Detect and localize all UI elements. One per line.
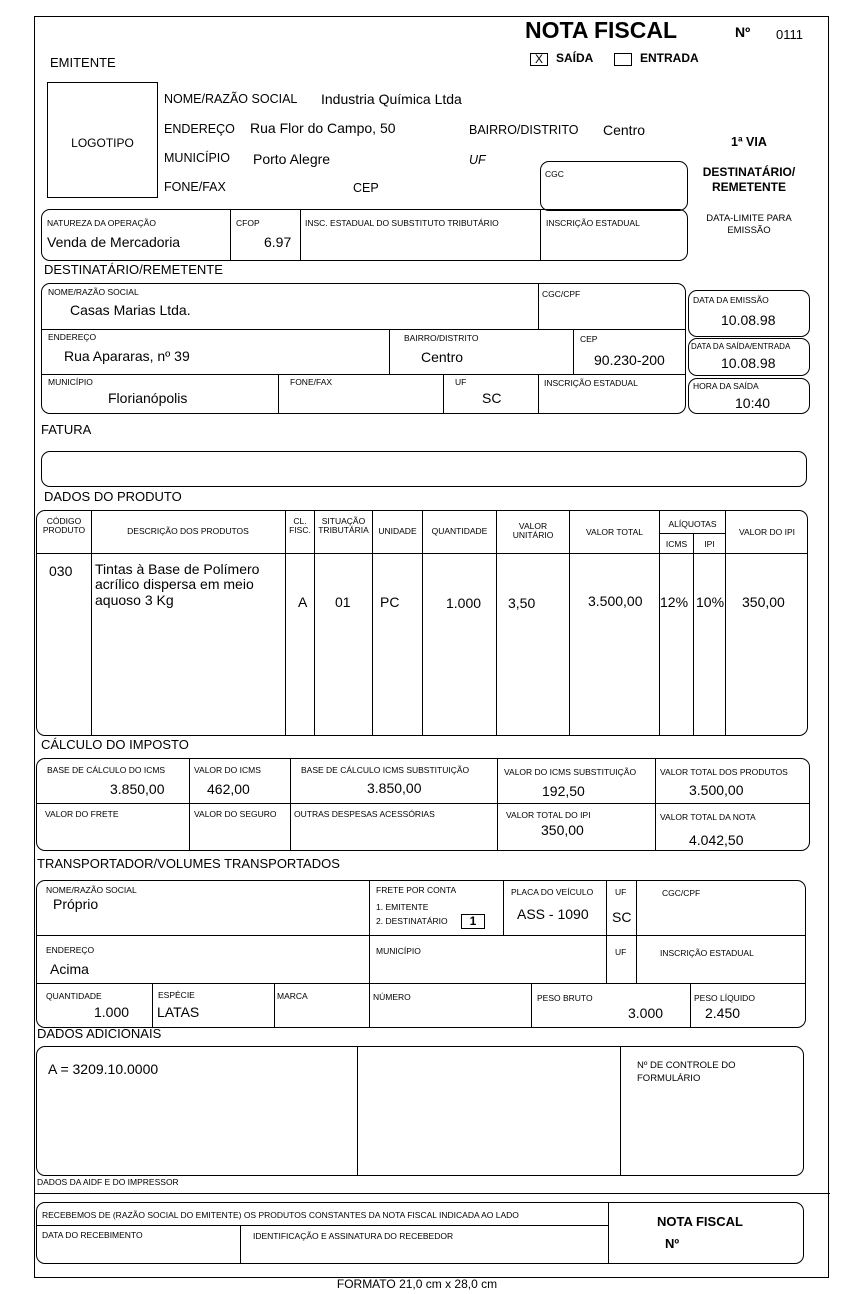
canhoto-vline-1 [240, 1225, 241, 1263]
base-subst: 3.850,00 [367, 780, 422, 796]
item-icms: 12% [660, 594, 689, 610]
valor-subst-label: VALOR DO ICMS SUBSTITUIÇÃO [504, 767, 637, 777]
h-sit: SITUAÇÃO TRIBUTÁRIA [318, 516, 369, 536]
dest-bairro: Centro [421, 349, 464, 365]
h-qtd: QUANTIDADE [431, 526, 488, 536]
transp-vline-especie [152, 983, 153, 1027]
emitente-uf-label: UF [469, 153, 486, 167]
h-ipi: IPI [704, 539, 715, 549]
adic-vline-2 [620, 1047, 621, 1175]
dest-fone-label: FONE/FAX [290, 377, 333, 387]
transp-vline-marca [274, 983, 275, 1027]
item-vipi: 350,00 [742, 594, 785, 610]
form-title: NOTA FISCAL [525, 17, 678, 43]
peso-bruto-label: PESO BRUTO [537, 993, 593, 1003]
canhoto-vline-2 [608, 1203, 609, 1263]
logotipo-label: LOGOTIPO [71, 136, 134, 150]
transporte-section-label: TRANSPORTADOR/VOLUMES TRANSPORTADOS [37, 856, 340, 871]
base-subst-label: BASE DE CÁLCULO ICMS SUBSTITUIÇÃO [301, 765, 470, 775]
valor-icms-label: VALOR DO ICMS [194, 765, 261, 775]
dest-endereco: Rua Apararas, nº 39 [64, 348, 190, 364]
fatura-section-label: FATURA [41, 422, 92, 437]
transp-municipio-label: MUNICÍPIO [376, 946, 421, 956]
h-aliquotas: ALÍQUOTAS [668, 519, 717, 529]
marca-label: MARCA [277, 991, 308, 1001]
transp-vline-numero [369, 983, 370, 1027]
transp-uf2-label: UF [615, 947, 627, 957]
natureza-divider-2 [300, 210, 301, 260]
emitente-bairro-label: BAIRRO/DISTRITO [469, 123, 579, 137]
aliquotas-sub-line [659, 533, 725, 534]
frete-opcao-1: 1. EMITENTE [376, 902, 429, 912]
identificacao-label: IDENTIFICAÇÃO E ASSINATURA DO RECEBEDOR [253, 1231, 454, 1241]
frete-conta-label: FRETE POR CONTA [376, 885, 457, 895]
cfop-label: CFOP [236, 218, 260, 228]
valor-icms: 462,00 [207, 781, 250, 797]
transp-endereco-label: ENDEREÇO [46, 945, 95, 955]
cfop-value: 6.97 [264, 234, 292, 250]
transp-qtd-label: QUANTIDADE [46, 991, 102, 1001]
col-line-1 [91, 511, 92, 735]
item-unidade: PC [380, 594, 400, 610]
transp-qtd: 1.000 [94, 1004, 130, 1020]
peso-bruto: 3.000 [628, 1005, 664, 1021]
controle-formulario-label: Nº DE CONTROLE DO FORMULÁRIO [637, 1060, 736, 1085]
transp-cgc-label: CGC/CPF [662, 888, 701, 898]
transp-vline-placa [503, 881, 504, 935]
especie-value: LATAS [157, 1004, 200, 1020]
item-cl: A [298, 594, 308, 610]
total-nota-label: VALOR TOTAL DA NOTA [660, 812, 756, 822]
natureza-divider-3 [540, 210, 541, 260]
placa-value: ASS - 1090 [517, 906, 589, 922]
dest-nome: Casas Marias Ltda. [70, 302, 191, 318]
valor-subst: 192,50 [542, 783, 585, 799]
dest-uf: SC [482, 390, 502, 406]
dest-bairro-label: BAIRRO/DISTRITO [404, 333, 479, 343]
canhoto-hline [37, 1225, 608, 1226]
insc-subst-label: INSC. ESTADUAL DO SUBSTITUTO TRIBUTÁRIO [305, 218, 499, 228]
base-icms-label: BASE DE CÁLCULO DO ICMS [47, 765, 166, 775]
recebemos-text: RECEBEMOS DE (RAZÃO SOCIAL DO EMITENTE) OS PRODUTOS CONSTANTES DA NOTA FISCAL INDICADA AO LADO [42, 1210, 519, 1220]
produtos-section-label: DADOS DO PRODUTO [44, 489, 182, 504]
h-vipi: VALOR DO IPI [738, 527, 796, 537]
dest-vline-uf [443, 374, 444, 414]
h-vunit: VALOR UNITÁRIO [512, 521, 554, 541]
dest-vline-bairro [389, 329, 390, 374]
item-vtotal: 3.500,00 [588, 593, 643, 609]
via-label: 1ª VIA [731, 135, 767, 149]
emitente-bairro: Centro [603, 122, 646, 138]
emitente-nome-label: NOME/RAZÃO SOCIAL [164, 92, 298, 106]
placa-label: PLACA DO VEÍCULO [511, 887, 594, 897]
h-icms: ICMS [665, 539, 688, 549]
total-produtos-label: VALOR TOTAL DOS PRODUTOS [660, 767, 788, 777]
formato-footer: FORMATO 21,0 cm x 28,0 cm [336, 1277, 498, 1291]
emitente-cep-label: CEP [353, 181, 379, 195]
frete-opcao-2: 2. DESTINATÁRIO [376, 916, 448, 926]
transp-numero-label: NÚMERO [373, 992, 411, 1002]
dest-vline-insc [538, 374, 539, 414]
dest-insc-label: INSCRIÇÃO ESTADUAL [544, 378, 638, 388]
imp-vline-1 [189, 759, 190, 850]
imposto-hline [37, 803, 809, 804]
col-line-2 [285, 511, 286, 735]
dest-cep-label: CEP [580, 334, 598, 344]
destinatario-section-label: DESTINATÁRIO/REMETENTE [44, 262, 223, 277]
transp-uf: SC [612, 909, 632, 925]
col-line-3 [314, 511, 315, 735]
dest-municipio-label: MUNICÍPIO [48, 377, 93, 387]
item-qtd: 1.000 [446, 595, 482, 611]
impressor-line [35, 1193, 830, 1194]
especie-label: ESPÉCIE [158, 990, 195, 1000]
data-emissao: 10.08.98 [721, 312, 776, 328]
natureza-divider-1 [230, 210, 231, 260]
transp-vline-uf [606, 881, 607, 983]
data-saida-label: DATA DA SAÍDA/ENTRADA [691, 342, 791, 351]
imp-vline-3 [497, 759, 498, 850]
h-unidade: UNIDADE [378, 526, 417, 536]
frete-label: VALOR DO FRETE [45, 809, 119, 819]
dest-vline-cgc [538, 284, 539, 329]
transp-vline-bruto [531, 983, 532, 1027]
col-line-10 [725, 511, 726, 735]
outras-label: OUTRAS DESPESAS ACESSÓRIAS [294, 809, 435, 819]
emitente-cgc-label: CGC [545, 169, 564, 179]
saida-label: SAÍDA [556, 51, 594, 65]
imp-vline-4 [655, 759, 656, 850]
frete-conta-box[interactable]: 1 [461, 914, 485, 929]
total-ipi: 350,00 [541, 822, 584, 838]
natureza-label: NATUREZA DA OPERAÇÃO [47, 218, 156, 228]
transp-hline-1 [37, 935, 805, 936]
dest-vline-fone [278, 374, 279, 414]
transp-vline-frete [369, 881, 370, 983]
emitente-fone-label: FONE/FAX [164, 180, 226, 194]
item-sit: 01 [335, 594, 351, 610]
emitente-municipio-label: MUNICÍPIO [164, 151, 230, 165]
dest-vline-cep [573, 329, 574, 374]
dest-endereco-label: ENDEREÇO [48, 332, 97, 342]
peso-liquido-label: PESO LÍQUIDO [694, 993, 755, 1003]
destinatario-via-label: DESTINATÁRIO/ REMETENTE [702, 165, 796, 194]
dest-municipio: Florianópolis [108, 390, 188, 406]
adicionais-section-label: DADOS ADICIONAIS [37, 1026, 162, 1041]
canhoto-nf-numero-label: Nº [665, 1236, 680, 1251]
emitente-section-label: EMITENTE [50, 55, 116, 70]
entrada-checkbox[interactable] [614, 53, 632, 66]
fatura-box [41, 451, 807, 487]
emitente-endereco: Rua Flor do Campo, 50 [250, 120, 396, 136]
col-line-9 [693, 533, 694, 735]
natureza-value: Venda de Mercadoria [47, 234, 181, 250]
item-descricao: Tintas à Base de Polímero acrílico dispersa em meio aquoso 3 Kg [95, 561, 260, 608]
item-ipi: 10% [696, 594, 725, 610]
total-ipi-label: VALOR TOTAL DO IPI [506, 810, 591, 820]
item-vunit: 3,50 [508, 595, 536, 611]
insc-estadual-label: INSCRIÇÃO ESTADUAL [546, 218, 640, 228]
data-saida: 10.08.98 [721, 355, 776, 371]
imposto-section-label: CÁLCULO DO IMPOSTO [41, 737, 189, 752]
col-line-6 [496, 511, 497, 735]
hora-saida-label: HORA DA SAÍDA [693, 381, 759, 391]
h-vtotal: VALOR TOTAL [585, 527, 643, 537]
emitente-endereco-label: ENDEREÇO [164, 122, 235, 136]
total-produtos: 3.500,00 [689, 782, 744, 798]
dest-cep: 90.230-200 [594, 352, 665, 368]
transp-nome: Próprio [53, 896, 99, 912]
emitente-municipio: Porto Alegre [253, 151, 331, 167]
dest-uf-label: UF [455, 377, 467, 387]
total-nota: 4.042,50 [689, 832, 744, 848]
col-line-4 [372, 511, 373, 735]
col-line-5 [422, 511, 423, 735]
transp-endereco: Acima [50, 961, 89, 977]
seguro-label: VALOR DO SEGURO [194, 809, 277, 819]
transp-uf-label: UF [615, 887, 627, 897]
peso-liquido: 2.450 [705, 1005, 741, 1021]
transp-vline-cgc [636, 881, 637, 983]
transp-insc-label: INSCRIÇÃO ESTADUAL [660, 948, 754, 958]
dest-cgc-label: CGC/CPF [542, 289, 581, 299]
data-emissao-label: DATA DA EMISSÃO [693, 295, 769, 305]
h-cl: CL. FISC. [289, 516, 311, 536]
data-recebimento-label: DATA DO RECEBIMENTO [42, 1230, 143, 1240]
hora-saida: 10:40 [735, 395, 771, 411]
entrada-label: ENTRADA [640, 51, 699, 65]
impressor-label: DADOS DA AIDF E DO IMPRESSOR [37, 1177, 179, 1187]
item-codigo: 030 [49, 563, 73, 579]
dest-nome-label: NOME/RAZÃO SOCIAL [48, 287, 139, 297]
emitente-nome: Industria Química Ltda [321, 91, 462, 107]
col-line-7 [569, 511, 570, 735]
adicionais-texto: A = 3209.10.0000 [48, 1061, 159, 1077]
h-descricao: DESCRIÇÃO DOS PRODUTOS [127, 526, 249, 536]
dest-hline-2 [42, 374, 685, 375]
canhoto-nf-label: NOTA FISCAL [657, 1214, 743, 1229]
adic-vline-1 [357, 1047, 358, 1175]
base-icms: 3.850,00 [110, 781, 165, 797]
numero-label: Nº [735, 24, 751, 40]
imp-vline-2 [290, 759, 291, 850]
dest-hline-1 [42, 329, 685, 330]
data-limite-label: DATA-LIMITE PARA EMISSÃO [706, 213, 792, 237]
h-codigo: CÓDIGO PRODUTO [42, 516, 86, 536]
transp-vline-liquido [690, 983, 691, 1027]
numero-value: 0111 [776, 27, 803, 42]
transp-nome-label: NOME/RAZÃO SOCIAL [46, 885, 137, 895]
saida-checkbox[interactable]: X [530, 53, 548, 66]
